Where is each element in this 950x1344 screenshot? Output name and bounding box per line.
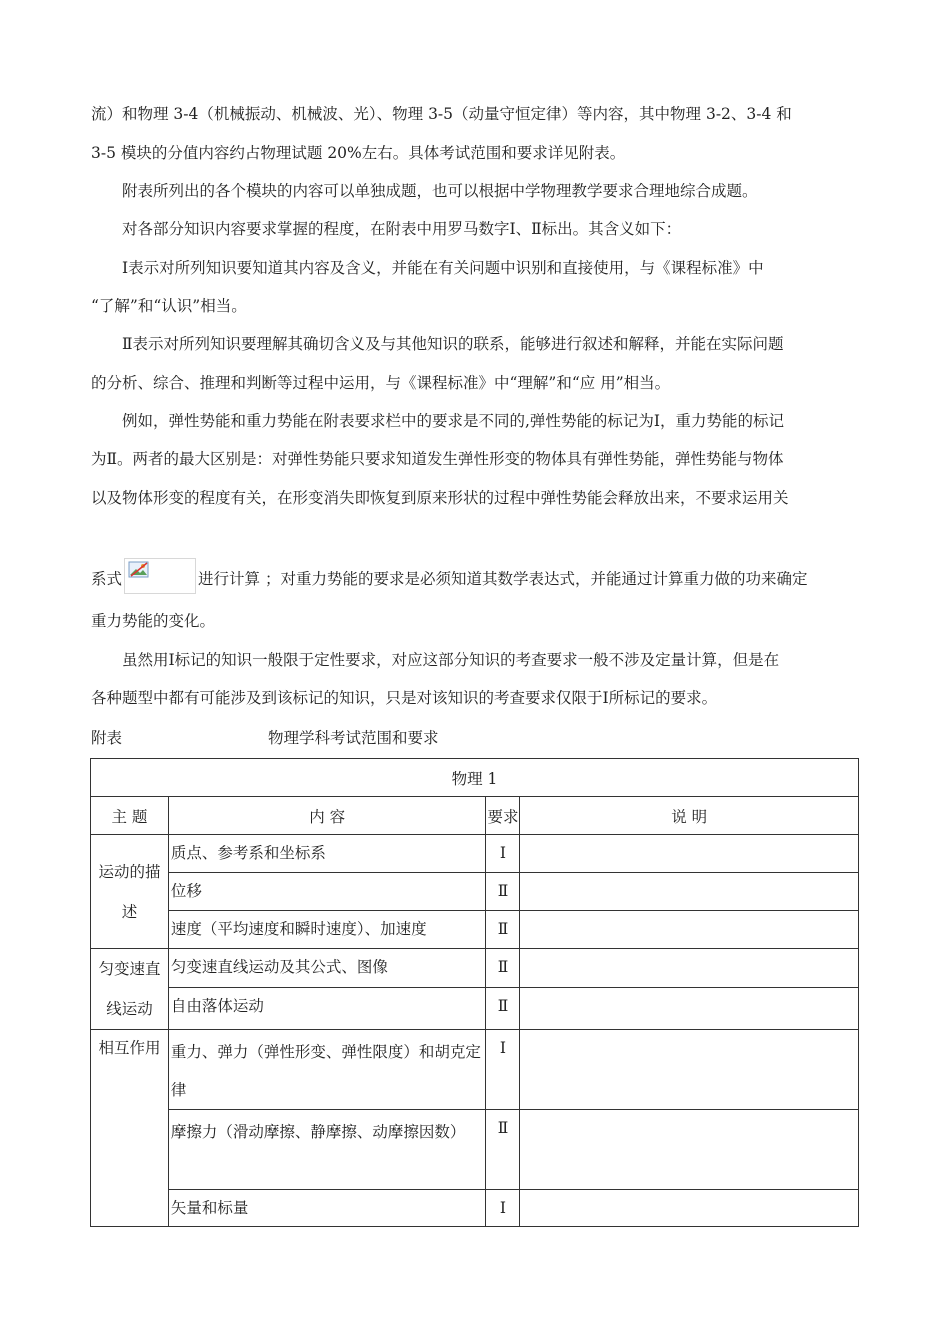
content-cell: 自由落体运动 — [168, 987, 486, 1029]
requirement-cell: Ⅱ — [486, 1110, 520, 1190]
paragraph-line: 的分析、综合、推理和判断等过程中运用，与《课程标准》中“理解”和“应 用”相当。 — [91, 374, 671, 392]
exam-scope-table — [90, 758, 859, 1227]
paragraph-line: 各种题型中都有可能涉及到该标记的知识，只是对该知识的考查要求仅限于Ⅰ所标记的要求。 — [91, 689, 718, 707]
table-header-row — [91, 797, 859, 835]
paragraph-line: 附表所列出的各个模块的内容可以单独成题，也可以根据中学物理教学要求合理地综合成题。 — [122, 182, 758, 200]
requirement-cell: Ⅱ — [486, 987, 520, 1029]
paragraph-text: 进行计算 ；对重力势能的要求是必须知道其数学表达式，并能通过计算重力做的功来确定 — [198, 570, 808, 588]
header-content: 内 容 — [168, 797, 486, 835]
requirement-cell: Ⅱ — [486, 949, 520, 988]
table-row — [91, 1190, 859, 1227]
paragraph-line: 对各部分知识内容要求掌握的程度，在附表中用罗马数字Ⅰ、Ⅱ标出。其含义如下： — [122, 220, 682, 238]
note-cell — [520, 911, 859, 949]
content-cell: 位移 — [168, 873, 486, 911]
table-row — [91, 1030, 859, 1110]
content-cell: 矢量和标量 — [168, 1190, 486, 1227]
appendix-label: 附表 — [91, 729, 123, 747]
table-row — [91, 987, 859, 1029]
table-module-row — [91, 759, 859, 797]
note-cell — [520, 949, 859, 988]
note-cell — [520, 1190, 859, 1227]
requirement-cell: Ⅱ — [486, 911, 520, 949]
topic-cell: 运动的描述 — [91, 835, 169, 949]
topic-cell: 匀变速直线运动 — [91, 949, 169, 1030]
content-cell: 匀变速直线运动及其公式、图像 — [168, 949, 486, 988]
appendix-title: 物理学科考试范围和要求 — [268, 729, 439, 747]
table-row — [91, 949, 859, 988]
paragraph-text: 系式 — [91, 570, 123, 588]
header-note: 说 明 — [520, 797, 859, 835]
paragraph-line: 为Ⅱ。两者的最大区别是：对弹性势能只要求知道发生弹性形变的物体具有弹性势能，弹性势能与物体 — [91, 450, 784, 468]
note-cell — [520, 1030, 859, 1110]
paragraph-line: 例如，弹性势能和重力势能在附表要求栏中的要求是不同的,弹性势能的标记为Ⅰ，重力势能的标记 — [122, 412, 785, 430]
note-cell — [520, 987, 859, 1029]
requirement-cell: Ⅰ — [486, 1030, 520, 1110]
topic-cell: 相互作用 — [91, 1030, 169, 1227]
content-cell: 速度（平均速度和瞬时速度）、加速度 — [168, 911, 486, 949]
paragraph-line: “了解”和“认识”相当。 — [91, 297, 247, 315]
requirement-cell: Ⅱ — [486, 873, 520, 911]
module-title: 物理 1 — [91, 759, 859, 797]
content-cell: 摩擦力（滑动摩擦、静摩擦、动摩擦因数） — [168, 1110, 486, 1190]
paragraph-line: Ⅱ表示对所列知识要理解其确切含义及与其他知识的联系，能够进行叙述和解释，并能在实际问题 — [122, 335, 784, 353]
paragraph-line: 流）和物理 3-4（机械振动、机械波、光）、物理 3-5（动量守恒定律）等内容，其中物理 3-2、3-4 和 — [91, 105, 792, 123]
table-row — [91, 911, 859, 949]
content-cell: 质点、参考系和坐标系 — [168, 835, 486, 873]
table-row — [91, 835, 859, 873]
header-requirement: 要求 — [486, 797, 520, 835]
broken-image-icon — [124, 558, 196, 594]
requirement-cell: Ⅰ — [486, 835, 520, 873]
paragraph-line: 3-5 模块的分值内容约占物理试题 20%左右。具体考试范围和要求详见附表。 — [91, 144, 626, 162]
note-cell — [520, 873, 859, 911]
content-cell: 重力、弹力（弹性形变、弹性限度）和胡克定律 — [168, 1030, 486, 1110]
paragraph-line: 以及物体形变的程度有关，在形变消失即恢复到原来形状的过程中弹性势能会释放出来，不要求运用关 — [91, 489, 789, 507]
requirement-cell: Ⅰ — [486, 1190, 520, 1227]
table-row — [91, 873, 859, 911]
paragraph-line: 虽然用Ⅰ标记的知识一般限于定性要求，对应这部分知识的考查要求一般不涉及定量计算，但是在 — [122, 651, 780, 669]
note-cell — [520, 835, 859, 873]
note-cell — [520, 1110, 859, 1190]
header-topic: 主 题 — [91, 797, 169, 835]
paragraph-line: Ⅰ表示对所列知识要知道其内容及含义，并能在有关问题中识别和直接使用，与《课程标准》中 — [122, 259, 764, 277]
paragraph-line: 重力势能的变化。 — [91, 612, 216, 630]
table-row — [91, 1110, 859, 1190]
paragraph-line-with-image — [91, 558, 861, 594]
